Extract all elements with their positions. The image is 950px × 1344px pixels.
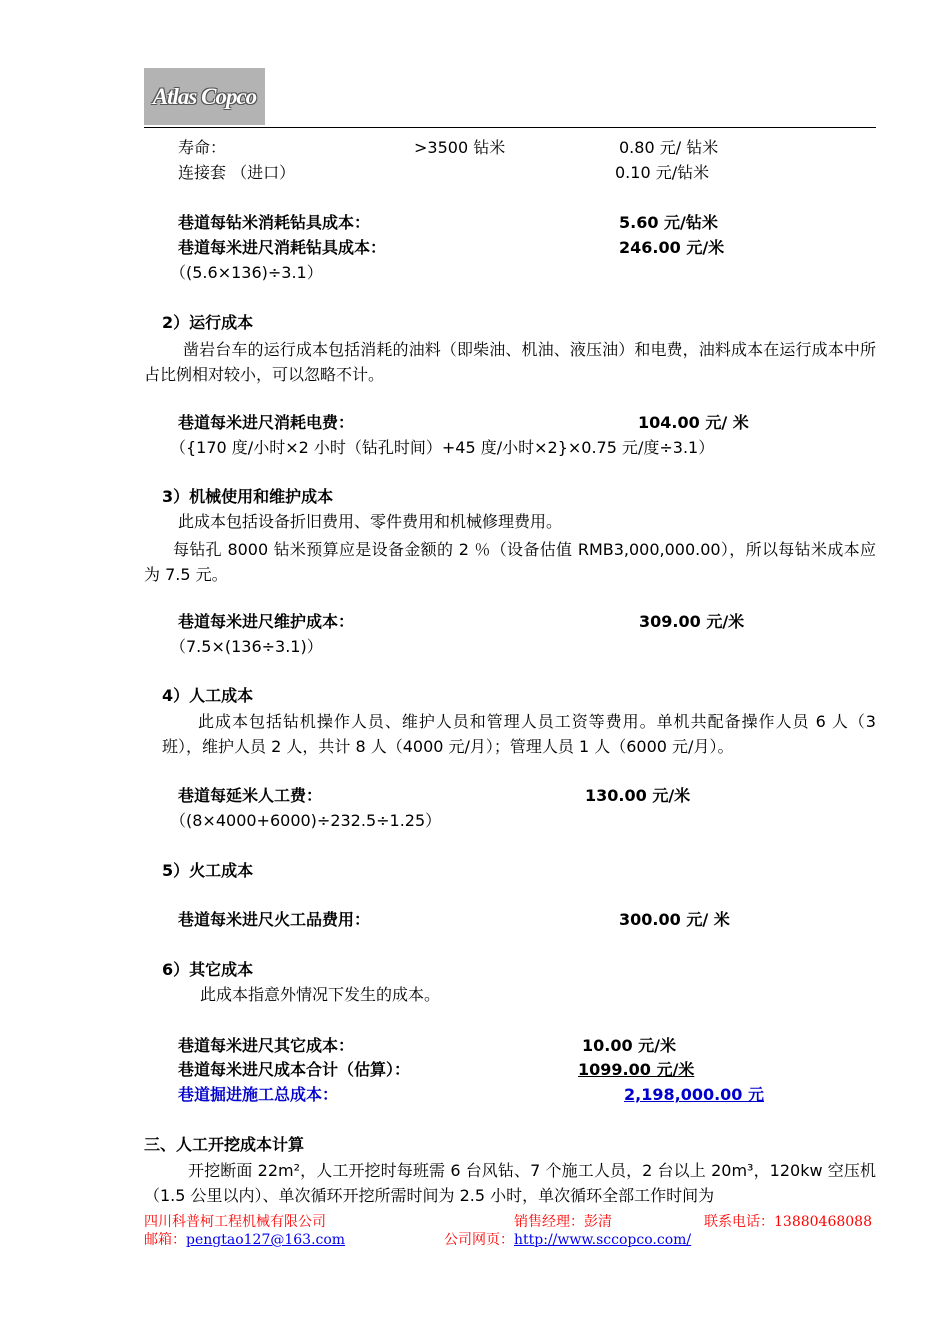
section-three-heading: 三、人工开挖成本计算 [144,1135,305,1154]
maintenance-cost-label: 巷道每米进尺维护成本： [178,612,355,631]
section-3-heading: 3）机械使用和维护成本 [162,487,334,506]
power-cost-value: 104.00 元/ 米 [638,413,749,432]
footer-web-link[interactable]: http://www.sccopco.com/ [514,1232,692,1248]
power-cost-label: 巷道每米进尺消耗电费： [178,413,355,432]
grand-total-label: 巷道掘进施工总成本： [178,1085,339,1104]
power-formula: （{170 度/小时×2 小时（钻孔时间）+45 度/小时×2}×0.75 元/度÷3.1） [170,438,715,457]
section-4-paragraph: 此成本包括钻机操作人员、维护人员和管理人员工资等费用。单机共配备操作人员 6 人（3 班），维护人员 2 人，共计 8 人（4000 元/月）；管理人员 1 人（6000 元/月）。 [162,712,876,756]
life-cost: 0.80 元/ 钻米 [619,138,719,157]
explosive-cost-value: 300.00 元/ 米 [619,910,730,929]
drill-cost-per-advance-label: 巷道每米进尺消耗钻具成本： [178,238,387,257]
logo-text: Atlas Copco [152,83,257,109]
footer-email-link[interactable]: pengtao127@163.com [186,1232,346,1248]
footer-phone: 联系电话：13880468088 [704,1214,872,1230]
section-3-paragraph-1: 此成本包括设备折旧费用、零件费用和机械修理费用。 [178,512,563,531]
life-label: 寿命： [178,138,227,157]
explosive-cost-label: 巷道每米进尺火工品费用： [178,910,371,929]
section-three-paragraph: 开挖断面 22m²，人工开挖时每班需 6 台风钻、7 个施工人员，2 台以上 20m³，120kw 空压机（1.5 公里以内）、单次循环开挖所需时间为 2.5 小时，单次循环全部工作时间为 [144,1161,876,1205]
total-cost-label: 巷道每米进尺成本合计（估算）： [178,1060,411,1079]
section-6-heading: 6）其它成本 [162,960,254,979]
footer-email-label: 邮箱： [144,1232,186,1248]
maintenance-cost-value: 309.00 元/米 [639,612,745,631]
section-2-heading: 2）运行成本 [162,313,254,332]
labor-formula: （(8×4000+6000)÷232.5÷1.25） [170,811,442,830]
labor-cost-label: 巷道每延米人工费： [178,786,323,805]
coupling-cost: 0.10 元/钻米 [615,163,710,182]
drill-cost-per-meter-value: 5.60 元/钻米 [619,213,718,232]
coupling-label: 连接套 （进口） [178,163,296,182]
grand-total-value: 2,198,000.00 元 [624,1085,765,1104]
header-rule [144,127,876,128]
footer-manager: 销售经理：彭清 [514,1214,612,1230]
life-value: >3500 钻米 [414,138,506,157]
section-2-paragraph: 凿岩台车的运行成本包括消耗的油料（即柴油、机油、液压油）和电费，油料成本在运行成本中所占比例相对较小，可以忽略不计。 [144,340,876,384]
section-5-heading: 5）火工成本 [162,861,254,880]
footer-web-line [444,1231,691,1249]
total-cost-value: 1099.00 元/米 [578,1060,695,1079]
footer-company: 四川科普柯工程机械有限公司 [144,1214,326,1230]
section-3-paragraph-2: 每钻孔 8000 钻米预算应是设备金额的 2 ％（设备估值 RMB3,000,000.00），所以每钻米成本应为 7.5 元。 [144,540,876,584]
other-cost-value: 10.00 元/米 [582,1036,677,1055]
section-6-paragraph: 此成本指意外情况下发生的成本。 [200,985,441,1004]
drill-cost-per-meter-label: 巷道每钻米消耗钻具成本： [178,213,371,232]
footer-email-line [144,1231,345,1249]
footer-web-label: 公司网页： [444,1232,514,1248]
atlas-copco-logo [144,68,265,125]
maintenance-formula: （7.5×(136÷3.1)） [170,637,323,656]
drill-formula: （(5.6×136)÷3.1） [170,263,323,282]
labor-cost-value: 130.00 元/米 [585,786,691,805]
section-4-heading: 4）人工成本 [162,686,254,705]
drill-cost-per-advance-value: 246.00 元/米 [619,238,725,257]
other-cost-label: 巷道每米进尺其它成本： [178,1036,355,1055]
